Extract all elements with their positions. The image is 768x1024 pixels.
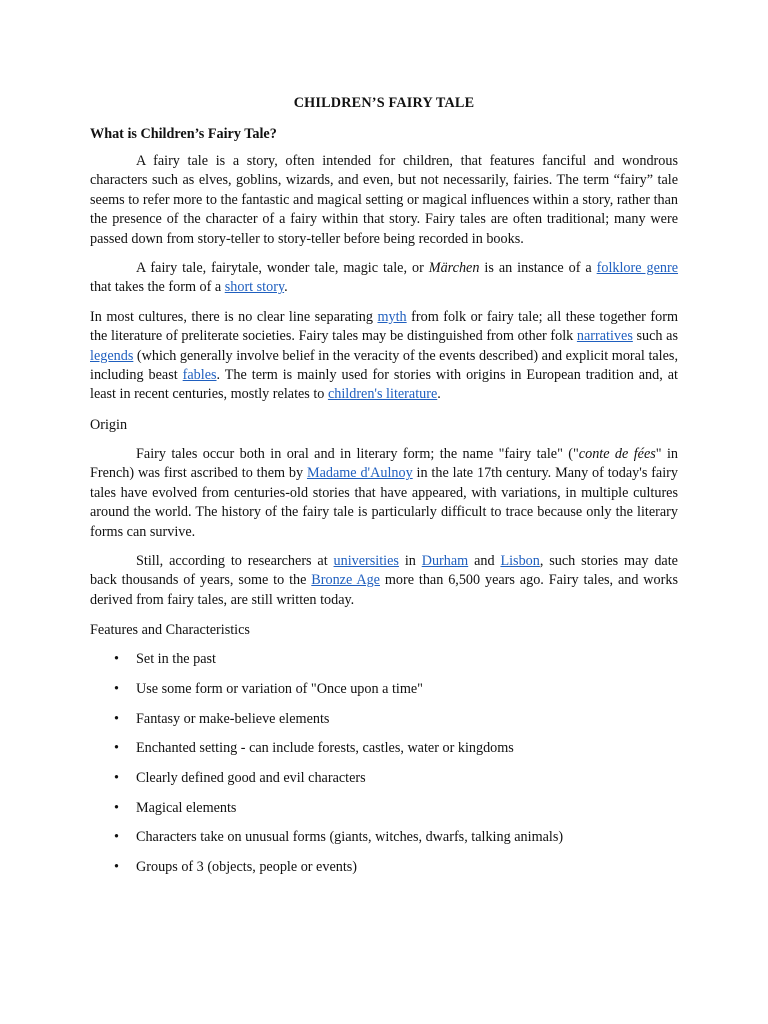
document-body (90, 92, 678, 888)
link-universities[interactable]: universities (333, 552, 399, 569)
list-item-text: Set in the past (136, 651, 216, 668)
list-item-text: Groups of 3 (objects, people or events) (136, 859, 358, 876)
text-run: Fairy tales occur both in oral and in literary form; the name "fairy tale" (" (136, 445, 579, 462)
bullet-icon: • (114, 651, 119, 668)
text-run: more than 6,500 years ago. Fairy tales, and works derived from fairy tales, are still written today. (90, 572, 678, 608)
list-item (90, 858, 678, 877)
bullet-icon: • (114, 769, 119, 786)
link-fables[interactable]: fables (182, 367, 217, 384)
text-run: in (398, 552, 422, 569)
features-list (90, 650, 678, 877)
text-run: . The term is mainly used for stories with origins in European tradition and, at least in recent centuries, mostly relates to (90, 367, 678, 403)
text-run: Still, according to researchers at (136, 552, 334, 569)
bullet-icon: • (114, 799, 119, 816)
link-durham[interactable]: Durham (421, 552, 469, 569)
list-item (90, 799, 678, 818)
link-narratives[interactable]: narratives (576, 328, 633, 345)
link-madame-daulnoy[interactable]: Madame d'Aulnoy (306, 465, 413, 482)
paragraph-origin (90, 445, 678, 542)
link-myth[interactable]: myth (377, 308, 407, 325)
list-item-text: Enchanted setting - can include forests, castles, water or kingdoms (136, 740, 514, 757)
list-item (90, 769, 678, 788)
list-item-text: Clearly defined good and evil characters (136, 769, 366, 786)
marchen-term: Märchen (428, 260, 480, 277)
link-legends[interactable]: legends (90, 347, 134, 364)
bullet-icon: • (114, 740, 119, 757)
list-item-text: Use some form or variation of "Once upon a time" (136, 680, 423, 697)
text-run: is an instance of a (479, 260, 597, 277)
list-item (90, 828, 678, 847)
bullet-icon: • (114, 710, 119, 727)
paragraph-terms (90, 259, 678, 298)
text-run: (which generally involve belief in the veracity of the events described) and explicit moral tales, including beast (90, 347, 678, 384)
link-folklore-genre[interactable]: folklore genre (596, 260, 679, 277)
list-item (90, 680, 678, 699)
link-bronze-age[interactable]: Bronze Age (311, 572, 380, 589)
text-run: " in French) was first ascribed to them by (90, 445, 679, 482)
link-childrens-literature[interactable]: children's literature (327, 386, 438, 403)
text-run: such as (632, 328, 678, 345)
conte-de-fees-term: conte de fées (578, 445, 656, 462)
bullet-icon: • (114, 859, 119, 876)
link-lisbon[interactable]: Lisbon (500, 552, 540, 569)
list-item-text: Magical elements (136, 799, 237, 816)
text-run: A fairy tale, fairytale, wonder tale, magic tale, or (136, 260, 429, 277)
list-item (90, 710, 678, 729)
text-run: , such stories may date back thousands of years, some to the (90, 552, 678, 589)
text-run: in the late 17th century. Many of today's fairy tales have evolved from centuries-old stories that have appeared, with variations, in multiple cultures around the world. The history of the fairy tale is particularly difficult to trace because only the literary forms can survive. (90, 465, 678, 540)
link-short-story[interactable]: short story (224, 279, 285, 296)
text-run: and (468, 552, 501, 569)
bullet-icon: • (114, 680, 119, 697)
paragraph-research (90, 552, 678, 610)
section-label-origin: Origin (90, 416, 128, 433)
list-item-text: Fantasy or make-believe elements (136, 710, 330, 727)
section-heading-what-is: What is Children’s Fairy Tale? (90, 126, 277, 142)
text-run: that takes the form of a (90, 279, 225, 296)
list-item (90, 739, 678, 758)
section-label-features: Features and Characteristics (90, 622, 250, 639)
page-title: CHILDREN’S FAIRY TALE (293, 95, 475, 111)
text-run: . (437, 386, 441, 403)
list-item (90, 650, 678, 669)
text-run: . (284, 279, 288, 296)
paragraph-definition: A fairy tale is a story, often intended for children, that features fanciful and wondrous characters such as elves, goblins, wizards, and even, but not necessarily, fairies. The term “fairy” tale seems to refer more to the fantastic and magical setting or magical influences within a story, rather than the presence of the character of a fairy within that story. Fairy tales are often traditional; many were passed down from story-teller to story-teller before being recorded in books. (90, 153, 678, 247)
text-run: In most cultures, there is no clear line separating (90, 308, 378, 325)
bullet-icon: • (114, 829, 119, 846)
text-run: from folk or fairy tale; all these together form the literature of preliterate societies. Fairy tales may be distinguished from other folk (90, 308, 678, 345)
paragraph-cultures (90, 308, 678, 405)
list-item-text: Characters take on unusual forms (giants, witches, dwarfs, talking animals) (136, 829, 564, 846)
